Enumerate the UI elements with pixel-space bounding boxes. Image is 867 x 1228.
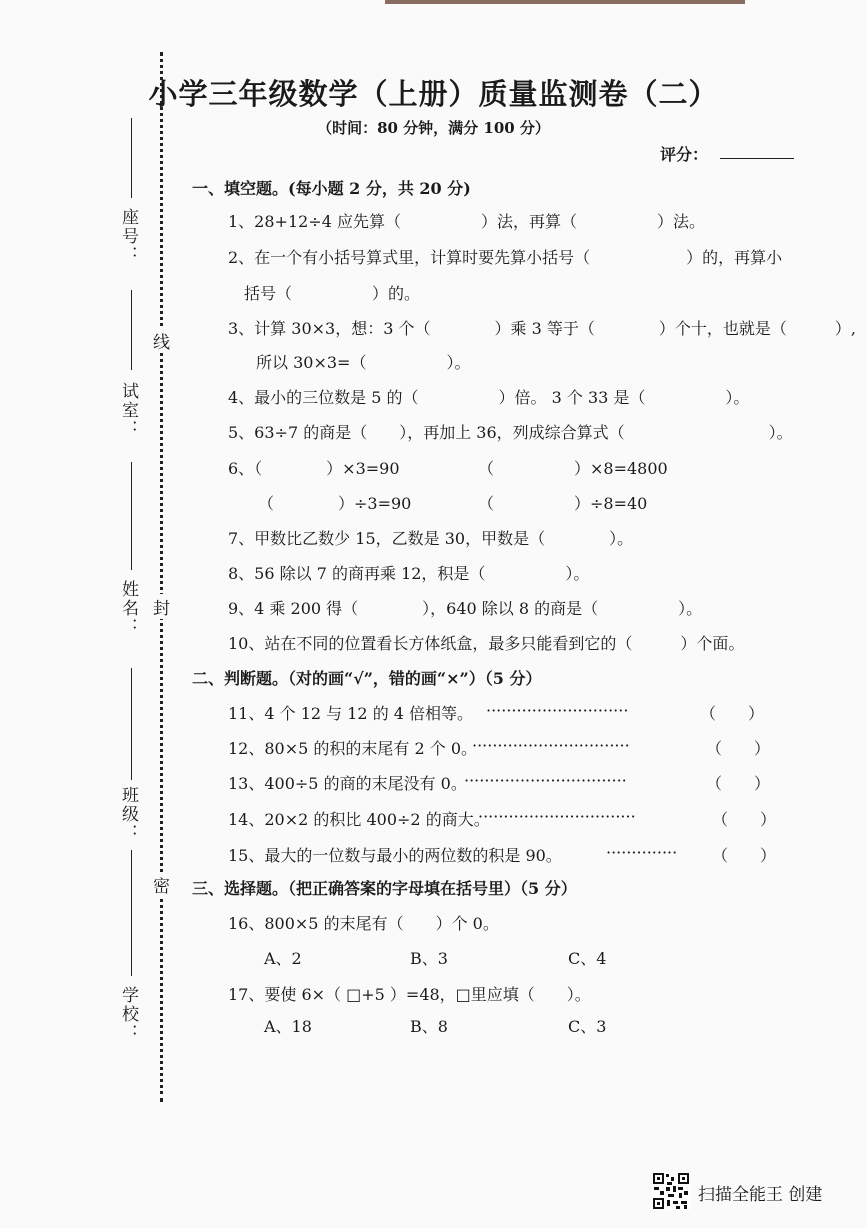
judge-item-13	[228, 771, 771, 794]
q16-option-a[interactable]: A、2	[264, 949, 302, 968]
judge-item-text: 14、20×2 的积比 400÷2 的商大。	[228, 810, 490, 829]
section3-heading: 三、选择题。（把正确答案的字母填在括号里）（5 分）	[192, 879, 577, 898]
name-label: 姓名：	[118, 580, 138, 637]
q16-option-b[interactable]: B、3	[410, 949, 448, 968]
question-17: 17、要使 6×（ □+5 ）=48，□里应填（ ）。	[228, 985, 591, 1004]
seal-xian: 线	[153, 328, 170, 353]
judge-item-14	[228, 807, 777, 830]
seat-label: 座号：	[118, 208, 138, 265]
judge-item-15	[228, 843, 777, 866]
exam-time-info: （时间：80 分钟，满分 100 分）	[317, 119, 550, 137]
question-6a-right: （ ）×8=4800	[478, 459, 668, 478]
q17-option-a[interactable]: A、18	[264, 1017, 312, 1036]
question-7: 7、甲数比乙数少 15，乙数是 30，甲数是（ ）。	[228, 529, 634, 548]
leader-dots: ··············	[606, 843, 678, 862]
scanner-watermark: 扫描全能王 创建	[698, 1185, 823, 1205]
page-title: 小学三年级数学（上册）质量监测卷（二）	[148, 77, 719, 111]
room-underline	[131, 290, 132, 370]
question-9: 9、4 乘 200 得（ ），640 除以 8 的商是（ ）。	[228, 599, 703, 618]
leader-dots: ·······························	[478, 807, 636, 826]
question-6b-left: （ ）÷3=90	[258, 494, 412, 513]
q17-option-c[interactable]: C、3	[568, 1017, 607, 1036]
answer-paren[interactable]: （ ）	[712, 846, 777, 865]
question-4: 4、最小的三位数是 5 的（ ）倍。 3 个 33 是（ ）。	[228, 388, 750, 407]
answer-paren[interactable]: （ ）	[700, 704, 765, 723]
top-edge-mark	[385, 0, 745, 4]
section1-heading: 一、填空题。(每小题 2 分，共 20 分)	[192, 179, 471, 198]
judge-item-text: 15、最大的一位数与最小的两位数的积是 90。	[228, 846, 562, 865]
q16-option-c[interactable]: C、4	[568, 949, 607, 968]
answer-paren[interactable]: （ ）	[706, 774, 771, 793]
judge-item-text: 12、80×5 的积的末尾有 2 个 0。	[228, 739, 478, 758]
class-label: 班级：	[118, 786, 138, 843]
leader-dots: ····························	[486, 701, 629, 720]
question-6a-left: 6、（ ）×3=90	[228, 459, 400, 478]
answer-paren[interactable]: （ ）	[712, 810, 777, 829]
room-label: 试室：	[118, 382, 138, 439]
section2-heading: 二、判断题。（对的画“√”，错的画“×”）（5 分）	[192, 669, 542, 688]
question-5: 5、63÷7 的商是（ ），再加上 36，列成综合算式（ ）。	[228, 423, 793, 442]
score-field[interactable]	[720, 158, 794, 159]
question-1: 1、28+12÷4 应先算（ ）法，再算（ ）法。	[228, 212, 705, 231]
seal-feng: 封	[153, 594, 170, 619]
qr-code-icon	[652, 1172, 690, 1210]
question-3-line2: 所以 30×3=（ ）。	[256, 353, 471, 372]
name-underline	[131, 462, 132, 570]
seal-mi: 密	[153, 872, 170, 897]
question-8: 8、56 除以 7 的商再乘 12，积是（ ）。	[228, 564, 590, 583]
question-2-line1: 2、在一个有小括号算式里，计算时要先算小括号（ ）的，再算小	[228, 248, 783, 267]
question-3-line1: 3、计算 30×3，想：3 个（ ）乘 3 等于（ ）个十，也就是（ ）,	[228, 319, 856, 338]
q17-option-b[interactable]: B、8	[410, 1017, 448, 1036]
class-underline	[131, 668, 132, 780]
question-6b-right: （ ）÷8=40	[478, 494, 648, 513]
question-10: 10、站在不同的位置看长方体纸盒，最多只能看到它的（ ）个面。	[228, 634, 745, 653]
question-16: 16、800×5 的末尾有（ ）个 0。	[228, 914, 499, 933]
judge-item-11	[228, 701, 765, 724]
leader-dots: ·······························	[472, 736, 630, 755]
question-2-line2: 括号（ ）的。	[244, 284, 421, 303]
leader-dots: ································	[464, 771, 627, 790]
school-label: 学校：	[118, 986, 138, 1043]
judge-item-12	[228, 736, 771, 759]
judge-item-text: 13、400÷5 的商的末尾没有 0。	[228, 774, 467, 793]
answer-paren[interactable]: （ ）	[706, 739, 771, 758]
score-label: 评分：	[660, 145, 709, 164]
school-underline	[131, 850, 132, 976]
binding-dotted-line	[160, 52, 163, 1102]
judge-item-text: 11、4 个 12 与 12 的 4 倍相等。	[228, 704, 474, 723]
